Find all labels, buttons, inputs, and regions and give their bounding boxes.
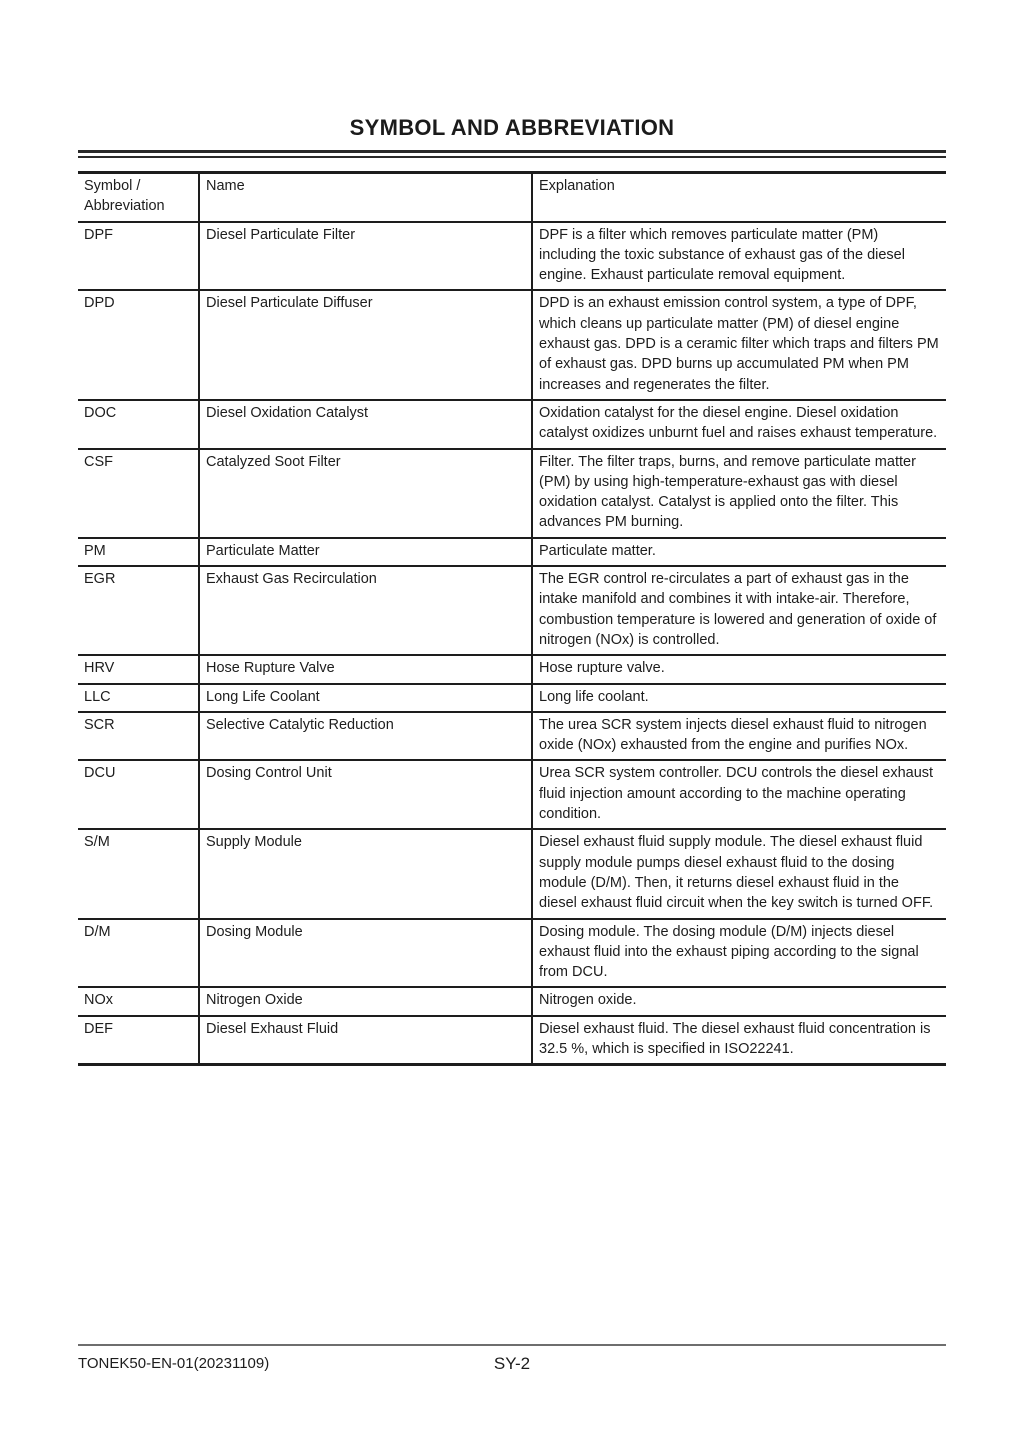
cell-symbol: EGR [78,566,199,655]
cell-symbol: DOC [78,400,199,449]
cell-name: Long Life Coolant [199,684,532,712]
cell-name: Nitrogen Oxide [199,987,532,1015]
cell-name: Diesel Oxidation Catalyst [199,400,532,449]
header-name: Name [199,173,532,222]
cell-explanation: The urea SCR system injects diesel exhaust fluid to nitrogen oxide (NOx) exhausted from the engine and purifies NOx. [532,712,946,761]
cell-symbol: LLC [78,684,199,712]
cell-explanation: DPD is an exhaust emission control system, a type of DPF, which cleans up particulate matter (PM) of diesel engine exhaust gas. DPD is a ceramic filter which traps and filters PM of exhaust gas. DPD burns up accumulated PM when PM increases and regenerates the filter. [532,290,946,399]
cell-explanation: Hose rupture valve. [532,655,946,683]
page-title: SYMBOL AND ABBREVIATION [349,115,675,140]
cell-explanation: Particulate matter. [532,538,946,566]
cell-name: Diesel Particulate Filter [199,222,532,291]
cell-name: Selective Catalytic Reduction [199,712,532,761]
cell-name: Diesel Exhaust Fluid [199,1016,532,1065]
table-row [78,290,946,399]
document-code: TONEK50-EN-01(20231109) [78,1355,270,1372]
cell-name: Catalyzed Soot Filter [199,449,532,538]
table-row [78,684,946,712]
title-divider [78,150,946,158]
cell-symbol: CSF [78,449,199,538]
table-row [78,712,946,761]
header-symbol-abbreviation: Symbol / Abbreviation [78,173,199,222]
table-row [78,760,946,829]
table-row [78,222,946,291]
table-row [78,987,946,1015]
page-footer [78,1344,946,1374]
cell-symbol: DEF [78,1016,199,1065]
cell-symbol: DCU [78,760,199,829]
cell-name: Dosing Control Unit [199,760,532,829]
cell-name: Exhaust Gas Recirculation [199,566,532,655]
cell-name: Dosing Module [199,919,532,988]
cell-symbol: HRV [78,655,199,683]
cell-explanation: Filter. The filter traps, burns, and remove particulate matter (PM) by using high-temperature-exhaust gas with diesel oxidation catalyst. Catalyst is applied onto the filter. This advances PM burning. [532,449,946,538]
cell-name: Supply Module [199,829,532,918]
cell-name: Particulate Matter [199,538,532,566]
table-row [78,566,946,655]
cell-symbol: S/M [78,829,199,918]
cell-explanation: Long life coolant. [532,684,946,712]
abbreviation-table [78,171,946,1066]
cell-symbol: NOx [78,987,199,1015]
cell-symbol: PM [78,538,199,566]
cell-explanation: DPF is a filter which removes particulate matter (PM) including the toxic substance of exhaust gas of the diesel engine. Exhaust particulate removal equipment. [532,222,946,291]
table-row [78,919,946,988]
page-number: SY-2 [493,1354,531,1373]
header-explanation: Explanation [532,173,946,222]
cell-symbol: SCR [78,712,199,761]
cell-symbol: D/M [78,919,199,988]
cell-symbol: DPF [78,222,199,291]
table-row [78,449,946,538]
table-row [78,1016,946,1065]
cell-name: Diesel Particulate Diffuser [199,290,532,399]
cell-explanation: Diesel exhaust fluid supply module. The diesel exhaust fluid supply module pumps diesel exhaust fluid to the dosing module (D/M). Then, it returns diesel exhaust fluid in the diesel exhaust fluid circuit when the key switch is turned OFF. [532,829,946,918]
cell-explanation: Diesel exhaust fluid. The diesel exhaust fluid concentration is 32.5 %, which is specified in ISO22241. [532,1016,946,1065]
table-row [78,400,946,449]
cell-explanation: Dosing module. The dosing module (D/M) injects diesel exhaust fluid into the exhaust piping according to the signal from DCU. [532,919,946,988]
table-row [78,538,946,566]
cell-explanation: Urea SCR system controller. DCU controls the diesel exhaust fluid injection amount according to the machine operating condition. [532,760,946,829]
table-row [78,655,946,683]
cell-symbol: DPD [78,290,199,399]
table-row [78,829,946,918]
cell-explanation: Oxidation catalyst for the diesel engine. Diesel oxidation catalyst oxidizes unburnt fuel and raises exhaust temperature. [532,400,946,449]
cell-explanation: Nitrogen oxide. [532,987,946,1015]
table-header-row [78,173,946,222]
cell-explanation: The EGR control re-circulates a part of exhaust gas in the intake manifold and combines it with intake-air. Therefore, combustion temperature is lowered and generation of oxide of nitrogen (NOx) is controlled. [532,566,946,655]
cell-name: Hose Rupture Valve [199,655,532,683]
